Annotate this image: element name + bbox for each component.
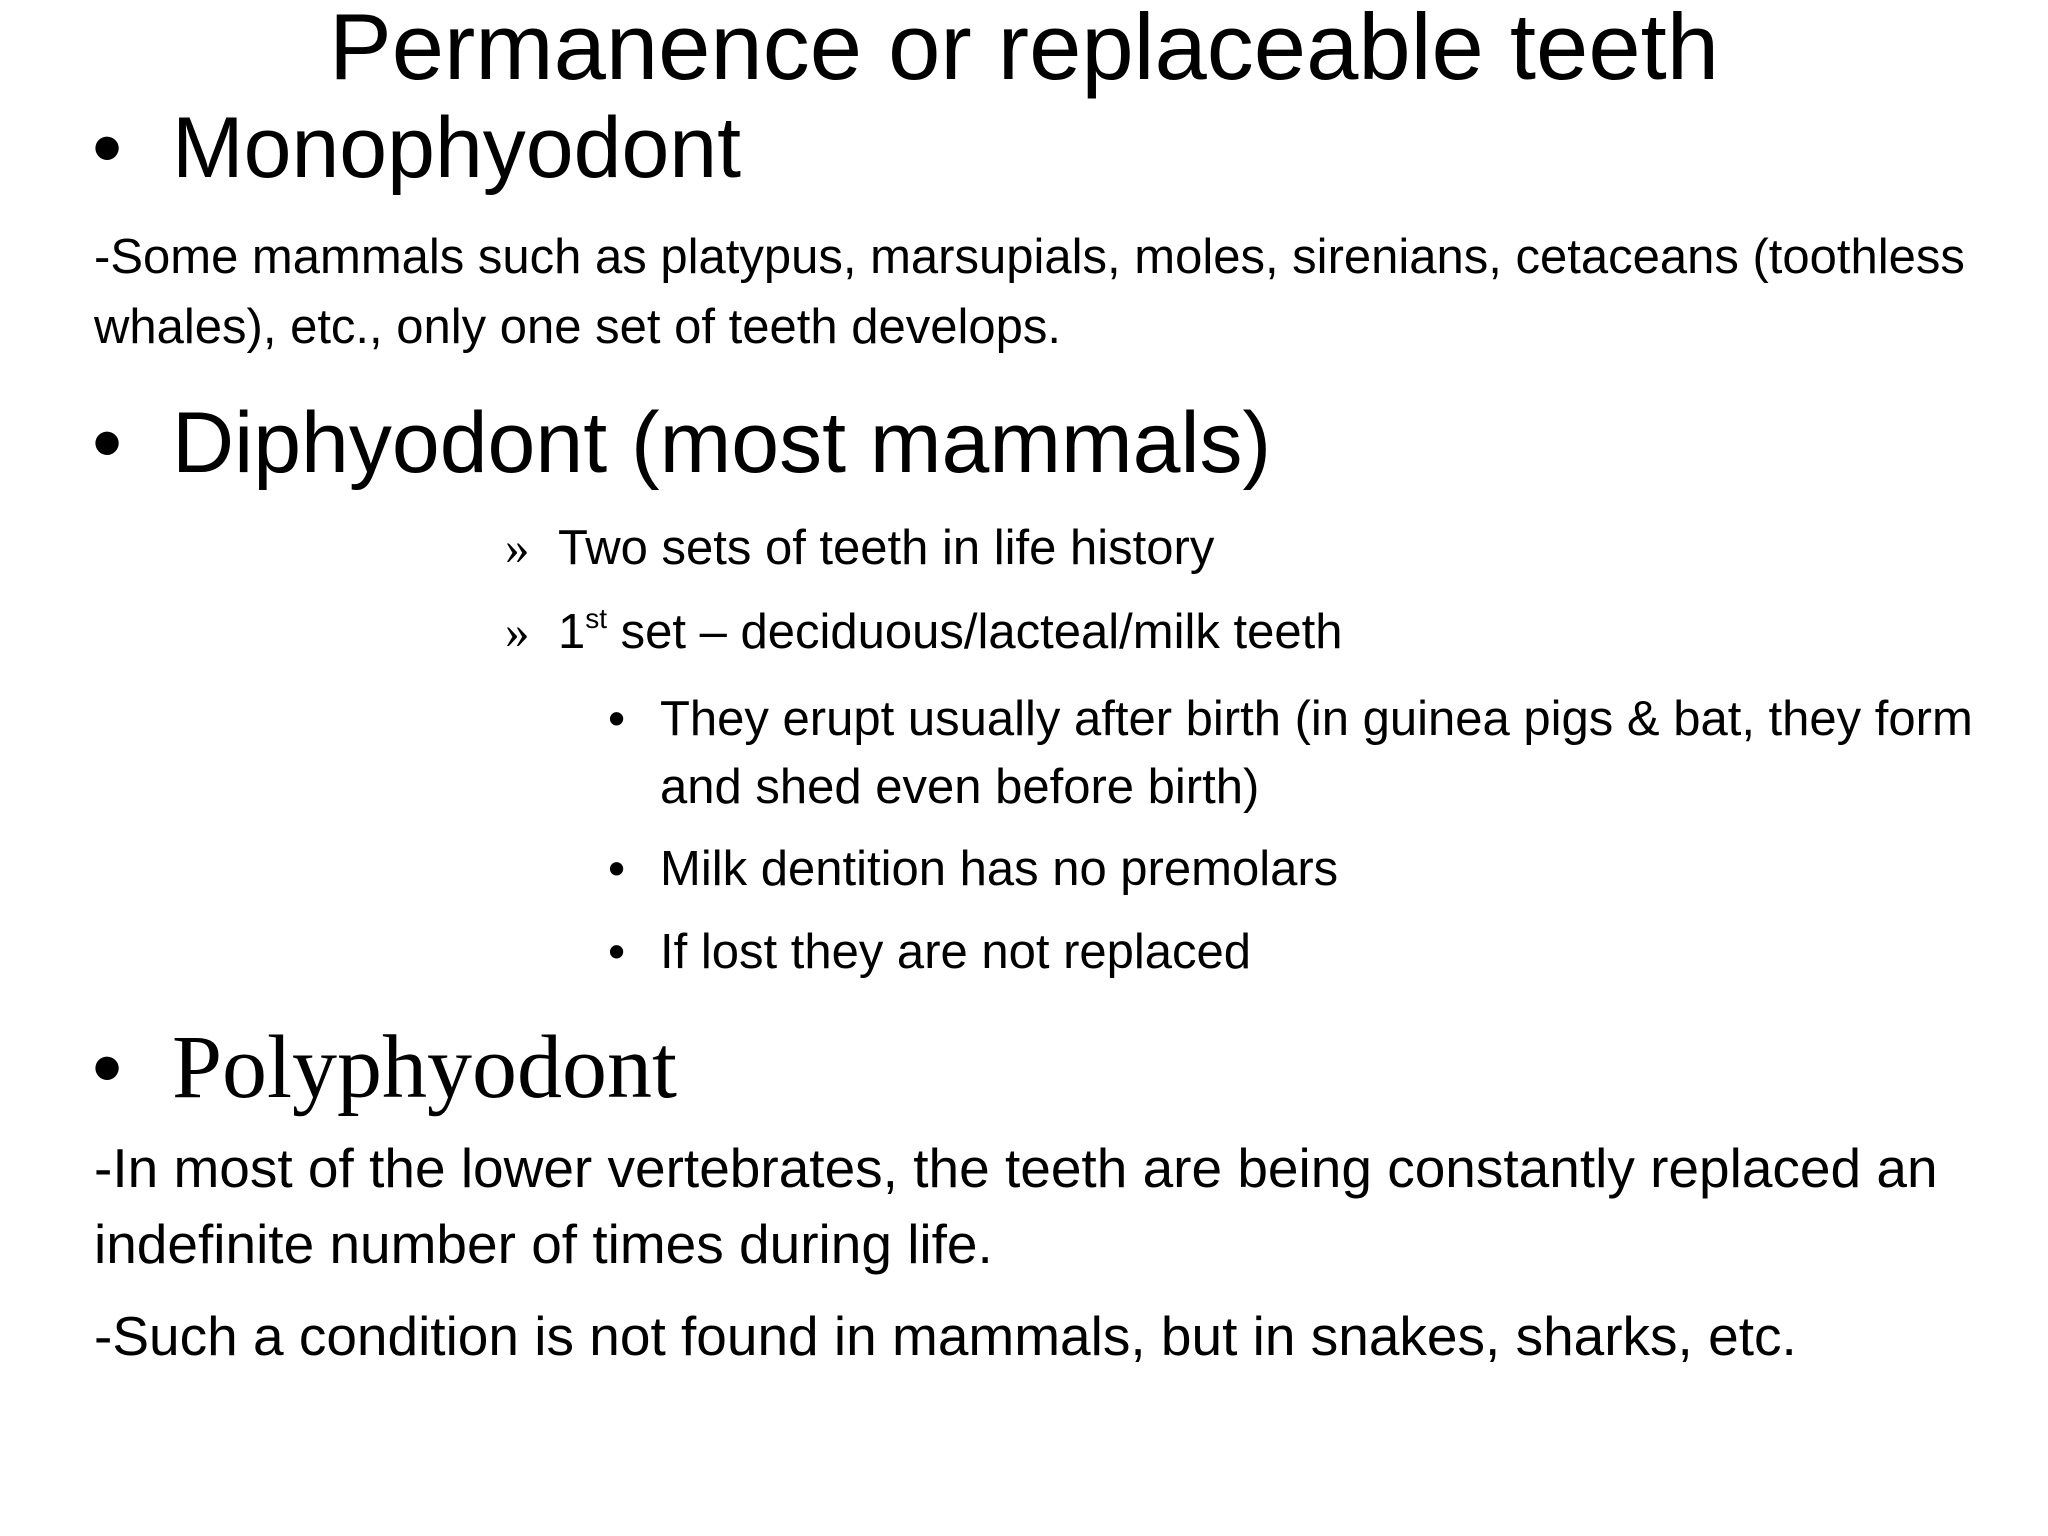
heading-polyphyodont-label: Polyphyodont bbox=[172, 1018, 678, 1117]
heading-diphyodont bbox=[92, 393, 1271, 493]
sub-item-superscript: st bbox=[585, 602, 608, 634]
sub-sub-item-erupt bbox=[608, 685, 1998, 821]
sub-item-two-sets bbox=[505, 518, 1214, 578]
polyphyodont-description: -In most of the lower vertebrates, the teeth are being constantly replaced an indefinite number of times during life. bbox=[94, 1137, 1938, 1275]
slide-title: Permanence or replaceable teeth bbox=[329, 0, 1719, 99]
double-chevron-icon: » bbox=[505, 520, 530, 575]
sub-sub-item-label: If lost they are not replaced bbox=[660, 925, 1252, 979]
heading-polyphyodont bbox=[92, 1018, 677, 1118]
sub-item-label: Two sets of teeth in life history bbox=[558, 521, 1215, 575]
bullet-icon: • bbox=[92, 1020, 123, 1116]
heading-monophyodont-label: Monophyodont bbox=[172, 100, 741, 196]
sub-item-first-set bbox=[505, 602, 1342, 662]
bullet-icon: • bbox=[92, 395, 123, 491]
sub-sub-item-not-replaced bbox=[608, 918, 1998, 986]
bullet-icon: • bbox=[608, 925, 626, 979]
heading-monophyodont bbox=[92, 98, 741, 198]
bullet-icon: • bbox=[608, 692, 626, 746]
sub-item-prefix: 1 bbox=[558, 605, 586, 659]
sub-sub-item-no-premolars bbox=[608, 835, 1998, 903]
double-chevron-icon: » bbox=[505, 604, 530, 659]
bullet-icon: • bbox=[608, 842, 626, 896]
bullet-icon: • bbox=[92, 100, 123, 196]
sub-sub-item-label: Milk dentition has no premolars bbox=[660, 842, 1339, 896]
heading-diphyodont-label: Diphyodont (most mammals) bbox=[172, 395, 1272, 491]
sub-sub-item-label: They erupt usually after birth (in guinea pigs & bat, they form and shed even before birth) bbox=[660, 692, 1973, 814]
polyphyodont-note: -Such a condition is not found in mammals, but in snakes, sharks, etc. bbox=[94, 1305, 1797, 1367]
monophyodont-description: -Some mammals such as platypus, marsupials, moles, sirenians, cetaceans (toothless whales), etc., only one set of teeth develops. bbox=[94, 230, 1965, 354]
sub-item-label: set – deciduous/lacteal/milk teeth bbox=[607, 605, 1343, 659]
